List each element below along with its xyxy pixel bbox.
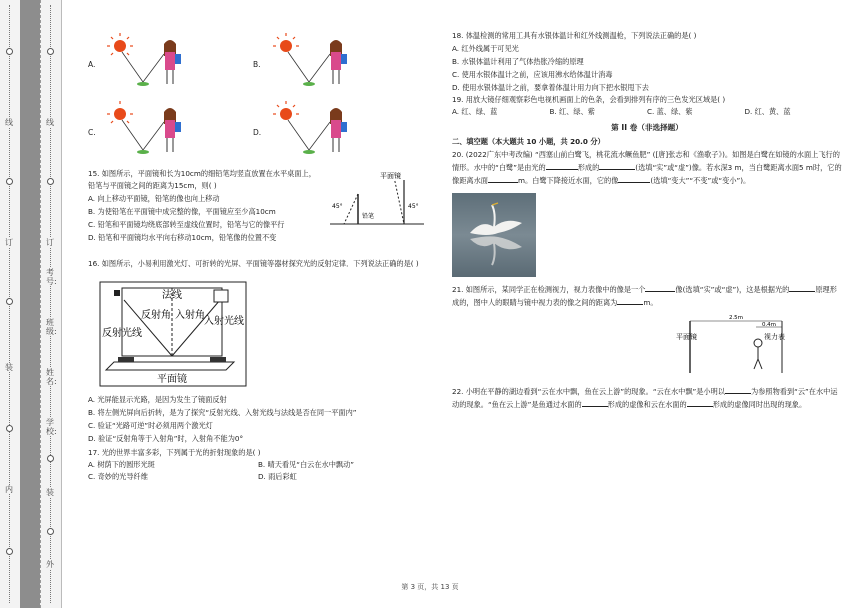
reflection-apparatus-diagram xyxy=(98,280,248,388)
option-c-label: C. xyxy=(88,128,96,137)
hole-circle xyxy=(6,48,13,55)
question-15-option-c: C. 铅笔和平面镜均绕底部转至虚线位置时，铅笔与它的像平行 xyxy=(88,220,285,229)
question-17-option-a: A. 树荫下的圆形光斑 xyxy=(88,460,155,469)
question-17-stem: 17. 光的世界丰富多彩，下列属于光的折射现象的是( ) xyxy=(88,448,261,457)
q22-part3: 形成的虚像和云在水面的 xyxy=(607,400,687,409)
question-16-option-a: A. 光屏能显示光路，是因为发生了镜面反射 xyxy=(88,395,227,404)
question-19-option-a: A. 红、绿、蓝 xyxy=(452,107,498,116)
q20-part3: (选填“实”或“虚”)像。若水深3 m，当白鹭距离水面5 m时，它的像距离水面 xyxy=(452,163,842,185)
q21-part3: 原理形成的，图中人的眼睛与镜中视力表的像之间的距离为 xyxy=(452,285,837,307)
answer-blank[interactable] xyxy=(618,174,650,183)
question-19 xyxy=(452,94,842,118)
hole-circle xyxy=(6,298,13,305)
question-15 xyxy=(88,168,428,244)
q20-part2: 形成的 xyxy=(577,163,600,172)
label-normal: 法线 xyxy=(162,290,182,301)
answer-blank[interactable] xyxy=(546,161,578,170)
gutter-label-inside: 内 xyxy=(5,485,13,494)
hole-circle xyxy=(47,528,54,535)
question-19-option-b: B. 红、绿、紫 xyxy=(549,107,595,116)
sun-girl-figure-b xyxy=(264,32,414,92)
q22-part4: 形成的虚像同时出现的现象。 xyxy=(712,400,807,409)
diagram-angle-left: 45° xyxy=(332,203,343,210)
eye-test-diagram xyxy=(662,313,786,375)
gutter-field-school: 学校: xyxy=(46,418,57,436)
binding-strip xyxy=(20,0,40,608)
question-16-option-b: B. 将左侧光屏向后折转，是为了探究“反射光线、入射光线与法线是否在同一平面内” xyxy=(88,408,357,417)
q14-image-options xyxy=(88,30,428,168)
hole-circle xyxy=(47,455,54,462)
question-19-stem: 19. 用放大镜仔细观察彩色电视机画面上的色条，会看到排列有序的三色发光区域是( ) xyxy=(452,95,726,104)
gutter-label-bind: 装 xyxy=(46,488,54,497)
page-footer: 第 3 页，共 13 页 xyxy=(401,583,459,591)
label-incident-ray: 入射光线 xyxy=(204,316,244,327)
question-17-options-row2 xyxy=(88,471,428,483)
gutter-label-line: 线 xyxy=(46,118,54,127)
question-15-stem: 15. 如图所示，平面镜和长为10cm的细铅笔均竖直放置在水平桌面上，铅笔与平面镜之间的距离为15cm，则( ) xyxy=(88,169,316,190)
option-d-label: D. xyxy=(253,128,262,137)
egret-photo xyxy=(452,193,536,277)
question-22-text xyxy=(452,385,842,411)
q22-part2: 为参照物看到“云”在水中运动的现象。“鱼在云上游”是鱼通过水面的 xyxy=(452,387,838,409)
q21-part4: m。 xyxy=(643,298,658,307)
question-20-text xyxy=(452,149,842,187)
label-incident-angle: 入射角 xyxy=(175,310,205,321)
answer-blank[interactable] xyxy=(725,385,751,394)
distance-label-total: 2.5m xyxy=(728,315,744,321)
binding-margin-outer xyxy=(0,0,21,608)
question-18-option-b: B. 水银体温计利用了气体热胀冷缩的原理 xyxy=(452,57,584,66)
question-18-option-c: C. 使用水银体温计之前，应该用沸水给体温计消毒 xyxy=(452,70,613,79)
question-15-option-a: A. 向上移动平面镜，铅笔的像也向上移动 xyxy=(88,194,220,203)
question-15-option-b: B. 为使铅笔在平面镜中成完整的像，平面镜应至少高10cm xyxy=(88,207,276,216)
q21-part1: 21. 如图所示，某同学正在检测视力，视力表像中的像是一个 xyxy=(452,285,646,294)
label-eye-chart: 视力表 xyxy=(764,333,785,341)
question-18-option-a: A. 红外线属于可见光 xyxy=(452,44,519,53)
sun-girl-figure-a xyxy=(98,32,248,92)
pencil-mirror-diagram xyxy=(320,168,430,230)
sun-girl-figure-c xyxy=(98,100,248,160)
q20-part4: m。白鹭下降接近水面，它的像 xyxy=(517,176,619,185)
hole-circle xyxy=(6,548,13,555)
question-17-options-row1 xyxy=(88,459,428,471)
hole-circle xyxy=(6,178,13,185)
option-b-label: B. xyxy=(253,60,261,69)
answer-blank[interactable] xyxy=(789,283,815,292)
question-18-stem: 18. 体温检测的常用工具有水银体温计和红外线测温枪，下列说法正确的是( ) xyxy=(452,31,697,40)
answer-blank[interactable] xyxy=(582,398,608,407)
exam-page xyxy=(70,0,860,608)
section-subtitle: 二、填空题（本大题共 10 小题，共 20.0 分） xyxy=(452,137,605,146)
question-16 xyxy=(88,258,428,445)
dotted-cut-line xyxy=(50,5,52,603)
gutter-label-order: 订 xyxy=(46,238,54,247)
question-21-text xyxy=(452,283,842,309)
answer-blank[interactable] xyxy=(599,161,635,170)
q20-part5: (选填“变大”“不变”或“变小”)。 xyxy=(650,176,751,185)
answer-blank[interactable] xyxy=(617,296,643,305)
binding-margin-inner xyxy=(40,0,62,608)
answer-blank[interactable] xyxy=(687,398,713,407)
diagram-angle-right: 45° xyxy=(408,203,419,210)
diagram-label-mirror: 平面镜 xyxy=(380,172,401,180)
option-a-label: A. xyxy=(88,60,96,69)
question-19-option-c: C. 蓝、绿、紫 xyxy=(647,107,693,116)
question-17-option-d: D. 雨后彩虹 xyxy=(258,472,297,481)
question-16-stem: 16. 如图所示，小易利用激光灯、可折转的光屏、平面镜等器材探究光的反射定律．下列说法正确的是( ) xyxy=(88,259,419,268)
label-mirror: 平面镜 xyxy=(157,374,187,385)
label-reflect-ray: 反射光线 xyxy=(102,328,142,339)
right-column xyxy=(452,30,842,411)
question-17 xyxy=(88,447,428,483)
gutter-label-outside: 外 xyxy=(46,560,54,569)
answer-blank[interactable] xyxy=(645,283,675,292)
question-21 xyxy=(452,283,842,375)
gutter-label-order: 订 xyxy=(5,238,13,247)
question-16-option-d: D. 验证“反射角等于入射角”时，入射角不能为0° xyxy=(88,434,244,443)
question-17-option-c: C. 奇妙的光导纤维 xyxy=(88,472,148,481)
question-18-option-d: D. 使用水银体温计之前，要拿着体温计用力向下把水银甩下去 xyxy=(452,83,649,92)
left-column xyxy=(88,30,428,483)
q20-part1: 20. (2022广东中考改编) “西塞山前白鹭飞，桃花流水鳜鱼肥” ([唐]张志和《渔歌子》)。如图是白鹭在如镜的水面上飞行的情形。水中的“白鹭”是由光的 xyxy=(452,150,840,172)
gutter-field-name: 姓名: xyxy=(46,368,57,386)
section-title: 第 II 卷（非选择题） xyxy=(611,123,683,132)
question-19-options xyxy=(452,106,842,118)
question-20 xyxy=(452,149,842,277)
answer-blank[interactable] xyxy=(488,174,518,183)
question-16-option-c: C. 验证“光路可逆”时必须用两个激光灯 xyxy=(88,421,213,430)
hole-circle xyxy=(6,425,13,432)
question-18 xyxy=(452,30,842,94)
question-22 xyxy=(452,385,842,411)
label-reflect-angle: 反射角 xyxy=(141,310,171,321)
sun-girl-figure-d xyxy=(264,100,414,160)
hole-circle xyxy=(47,48,54,55)
question-15-option-d: D. 铅笔和平面镜均水平向右移动10cm，铅笔像的位置不变 xyxy=(88,233,277,242)
question-17-option-b: B. 晴天看见“白云在水中飘动” xyxy=(258,460,355,469)
q22-part1: 22. 小明在平静的湖边看到“云在水中飘，鱼在云上游”的现象。“云在水中飘”是小明以 xyxy=(452,387,725,396)
label-mirror-vertical: 平面镜 xyxy=(676,333,697,341)
gutter-field-class: 班级: xyxy=(46,318,57,336)
hole-circle xyxy=(47,178,54,185)
question-19-option-d: D. 红、黄、蓝 xyxy=(744,107,791,116)
gutter-label-bind: 装 xyxy=(5,363,13,372)
gutter-field-exam-no: 考号: xyxy=(46,268,57,286)
gutter-label-line: 线 xyxy=(5,118,13,127)
q21-part2: 像(选填“实”或“虚”)，这是根据光的 xyxy=(675,285,790,294)
distance-label-person: 0.4m xyxy=(761,322,777,328)
diagram-label-pencil: 铅笔 xyxy=(362,213,375,220)
